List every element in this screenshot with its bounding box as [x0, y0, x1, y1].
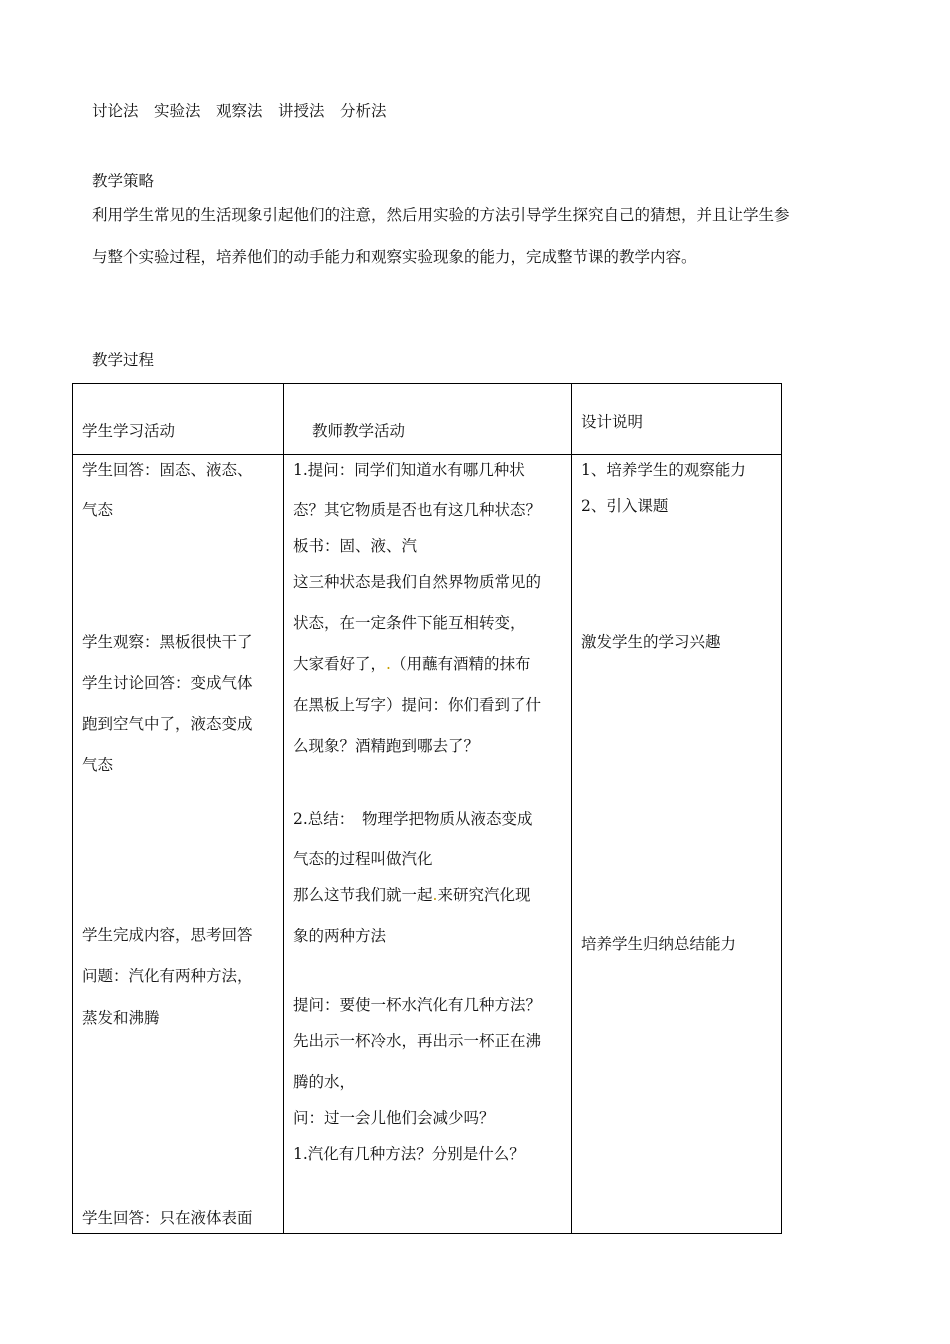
student-line: 学生观察：黑板很快干了 [82, 633, 253, 651]
teacher-text: 大家看好了， [293, 655, 387, 673]
mark-dot: . [432, 886, 438, 904]
design-line: 1、培养学生的观察能力 [581, 461, 746, 479]
table-body-row [73, 455, 782, 1234]
student-activity-cell [73, 455, 284, 1234]
teacher-activity-cell [284, 455, 572, 1234]
teacher-line: 先出示一杯冷水，再出示一杯正在沸 [293, 1032, 542, 1050]
teacher-line: 板书：固、液、汽 [293, 537, 418, 555]
design-notes-cell [572, 455, 782, 1234]
teacher-text: 来研究汽化现 [437, 886, 531, 904]
teacher-line: 1.汽化有几种方法？分别是什么？ [293, 1145, 525, 1163]
teacher-line: 提问：要使一杯水汽化有几种方法？ [293, 996, 542, 1014]
header-cell-student [73, 384, 284, 455]
header-design-notes: 设计说明 [581, 413, 644, 431]
process-heading: 教学过程 [92, 351, 155, 369]
teacher-line: 1.提问：同学们知道水有哪几种状 [293, 461, 525, 479]
strategy-text-line-1: 利用学生常见的生活现象引起他们的注意，然后用实验的方法引导学生探究自己的猜想，并且让学生参 [92, 206, 790, 224]
teacher-line: 象的两种方法 [293, 927, 387, 945]
header-cell-teacher [284, 384, 572, 455]
header-cell-design [572, 384, 782, 455]
student-line: 学生回答：固态、液态、 [82, 461, 253, 479]
teacher-line: 问：过一会儿他们会减少吗？ [293, 1109, 495, 1127]
student-line: 气态 [82, 756, 114, 774]
header-student-activity: 学生学习活动 [82, 422, 176, 440]
teacher-line: 2.总结： 物理学把物质从液态变成 [293, 810, 533, 828]
teacher-line: 腾的水， [293, 1073, 356, 1091]
teacher-text: （用蘸有酒精的抹布 [390, 655, 531, 673]
teacher-line: 状态，在一定条件下能互相转变， [293, 614, 526, 632]
design-line: 激发学生的学习兴趣 [581, 633, 721, 651]
process-table [72, 383, 782, 1234]
teaching-methods: 讨论法 实验法 观察法 讲授法 分析法 [92, 102, 387, 120]
student-line: 问题：汽化有两种方法， [82, 967, 253, 985]
strategy-text-line-2: 与整个实验过程，培养他们的动手能力和观察实验现象的能力，完成整节课的教学内容。 [92, 248, 697, 266]
teacher-text: 那么这节我们就一起 [293, 886, 433, 904]
teacher-line [293, 657, 530, 673]
student-line: 学生讨论回答：变成气体 [82, 674, 253, 692]
design-line: 2、引入课题 [581, 497, 669, 515]
student-line: 气态 [82, 501, 114, 519]
teacher-line: 气态的过程叫做汽化 [293, 850, 433, 868]
teacher-line: 态？其它物质是否也有这几种状态？ [293, 501, 542, 519]
teacher-line: 么现象？酒精跑到哪去了？ [293, 737, 480, 755]
table-header-row [73, 384, 782, 455]
teacher-line: 这三种状态是我们自然界物质常见的 [293, 573, 542, 591]
teacher-line: 在黑板上写字）提问：你们看到了什 [293, 696, 542, 714]
strategy-heading: 教学策略 [92, 172, 155, 190]
mark-dot: . [386, 655, 391, 673]
design-line: 培养学生归纳总结能力 [581, 935, 737, 953]
student-line: 学生完成内容，思考回答 [82, 926, 253, 944]
header-teacher-activity: 教师教学活动 [312, 422, 406, 440]
teacher-line [293, 888, 530, 904]
student-line: 蒸发和沸腾 [82, 1009, 160, 1027]
student-line: 学生回答：只在液体表面 [82, 1209, 253, 1227]
student-line: 跑到空气中了，液态变成 [82, 715, 253, 733]
